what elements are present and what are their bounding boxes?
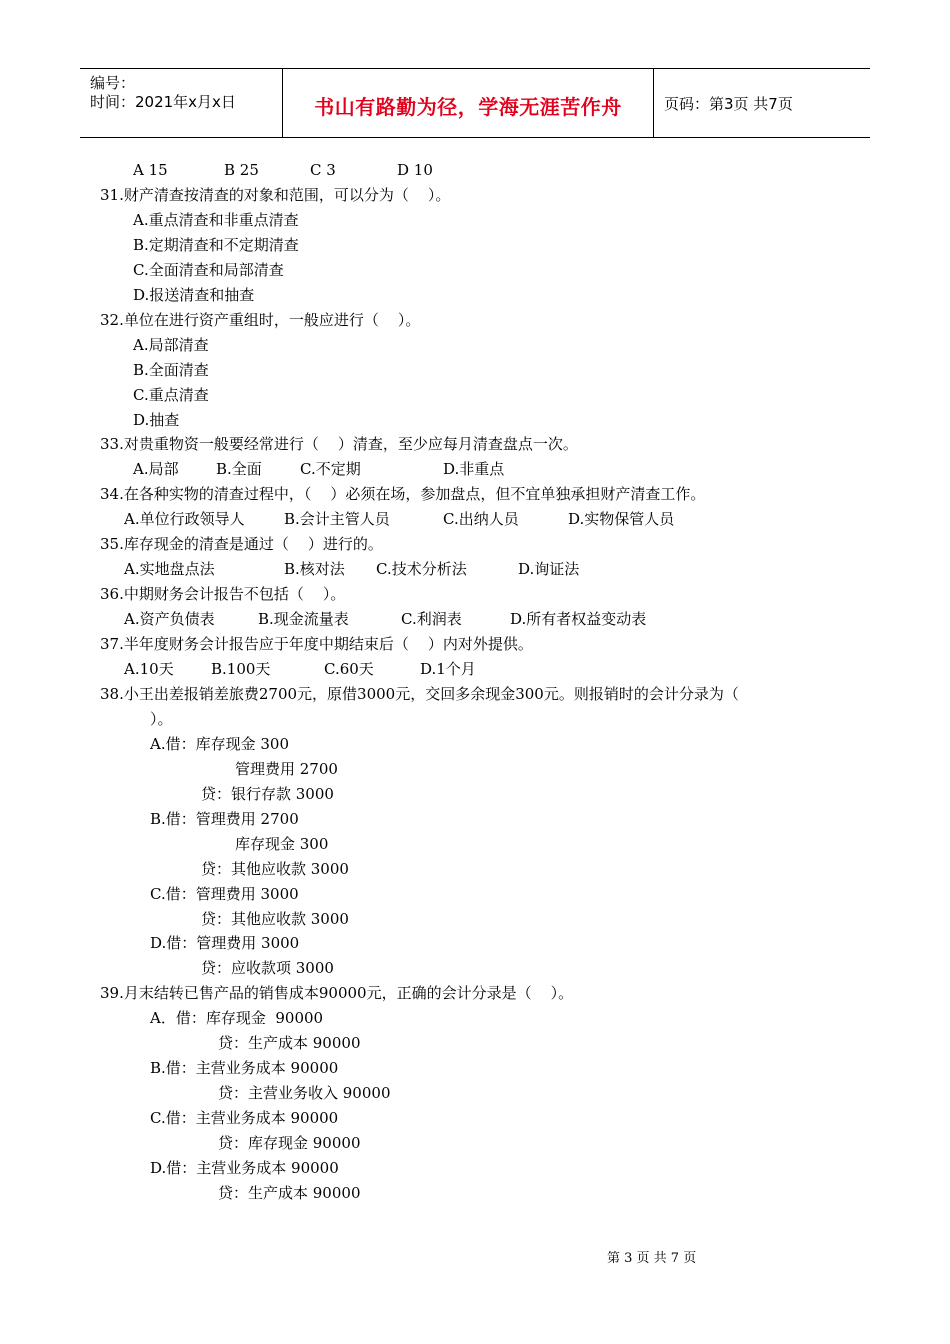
text-line: 37.半年度财务会计报告应于年度中期结束后（ ）内对外提供。 [100, 635, 533, 654]
text-line: 贷：其他应收款 3000 [201, 859, 349, 878]
text-line: B.全面清查 [133, 360, 209, 379]
option-item: B.会计主管人员 [284, 510, 390, 529]
text-line: A.资产负债表 [124, 610, 215, 629]
text-line: 33.对贵重物资一般要经常进行（ ）清查，至少应每月清查盘点一次。 [100, 435, 578, 454]
option-item: B.现金流量表 [258, 610, 349, 629]
text-line: D.抽查 [133, 410, 180, 429]
header-page-info: 页码：第3页 共7页 [664, 95, 793, 113]
text-line: D.借：主营业务成本 90000 [150, 1159, 339, 1177]
text-line: 35.库存现金的清查是通过（ ）进行的。 [100, 535, 383, 554]
document-time-label: 时间：2021年x月x日 [90, 93, 236, 111]
text-line: 贷：库存现金 90000 [218, 1134, 361, 1153]
header-meta-cell [80, 69, 283, 137]
text-line: 36.中期财务会计报告不包括（ ）。 [100, 585, 346, 604]
text-line: C.借：主营业务成本 90000 [150, 1109, 339, 1128]
option-item: D.所有者权益变动表 [510, 610, 647, 629]
option-item: D.实物保管人员 [568, 510, 675, 529]
text-line: 34.在各种实物的清查过程中，（ ）必须在场，参加盘点，但不宜单独承担财产清查工作。 [100, 485, 706, 504]
text-line: 贷：生产成本 90000 [218, 1034, 361, 1053]
text-line: A.借：库存现金 300 [150, 734, 289, 753]
text-line: 贷：其他应收款 3000 [201, 909, 349, 928]
text-line: ）。 [150, 709, 173, 728]
option-item: D.询证法 [518, 560, 580, 579]
text-line: D.借：管理费用 3000 [150, 934, 300, 953]
text-line: A.实地盘点法 [124, 560, 215, 579]
text-line: D.报送清查和抽查 [133, 285, 255, 304]
option-item: B 25 [224, 161, 259, 179]
header-motto: 书山有路勤为径，学海无涯苦作舟 [314, 95, 622, 119]
option-item: C.技术分析法 [376, 560, 467, 579]
text-line: 管理费用 2700 [235, 759, 338, 778]
text-line: C.重点清查 [133, 385, 209, 404]
option-item: B.100天 [211, 660, 271, 678]
page-footer: 第 3 页 共 7 页 [607, 1251, 697, 1266]
text-line: A.局部清查 [133, 335, 209, 354]
option-item: D.非重点 [443, 460, 505, 479]
option-item: D 10 [397, 161, 433, 179]
text-line: B.借：主营业务成本 90000 [150, 1059, 339, 1078]
text-line: A 15 [133, 161, 168, 179]
option-item: C.利润表 [401, 610, 462, 629]
option-item: D.1个月 [420, 660, 476, 678]
option-item: B.核对法 [284, 560, 345, 579]
header-page-cell [654, 69, 870, 137]
text-line: C.全面清查和局部清查 [133, 260, 284, 279]
text-line: 库存现金 300 [235, 834, 329, 853]
text-line: A.重点清查和非重点清查 [133, 210, 299, 229]
text-line: A.10天 [124, 660, 174, 678]
text-line: 31.财产清查按清查的对象和范围，可以分为（ ）。 [100, 185, 451, 204]
text-line: 32.单位在进行资产重组时，一般应进行（ ）。 [100, 310, 421, 329]
option-item: C.60天 [324, 660, 374, 678]
text-line: A.局部 [133, 460, 179, 479]
text-line: 贷：应收款项 3000 [201, 959, 334, 978]
text-line: C.借：管理费用 3000 [150, 884, 299, 903]
header-motto-cell [283, 69, 654, 137]
page-header [80, 68, 870, 138]
text-line: 38.小王出差报销差旅费2700元，原借3000元，交回多余现金300元。则报销时的会计分录为（ [100, 684, 739, 703]
option-item: C 3 [310, 161, 336, 179]
text-line: 贷：生产成本 90000 [218, 1183, 361, 1202]
text-line: 39.月末结转已售产品的销售成本90000元，正确的会计分录是（ ）。 [100, 984, 574, 1003]
text-line: A．借：库存现金 90000 [150, 1009, 324, 1028]
option-item: B.全面 [216, 460, 262, 479]
option-item: C.出纳人员 [443, 510, 519, 529]
text-line: 贷：银行存款 3000 [201, 784, 334, 803]
text-line: A.单位行政领导人 [124, 510, 245, 529]
text-line: 贷：主营业务收入 90000 [218, 1084, 391, 1103]
text-line: B.借：管理费用 2700 [150, 809, 299, 828]
text-line: B.定期清查和不定期清查 [133, 235, 299, 254]
document-number-label: 编号： [90, 74, 136, 92]
option-item: C.不定期 [300, 460, 361, 479]
